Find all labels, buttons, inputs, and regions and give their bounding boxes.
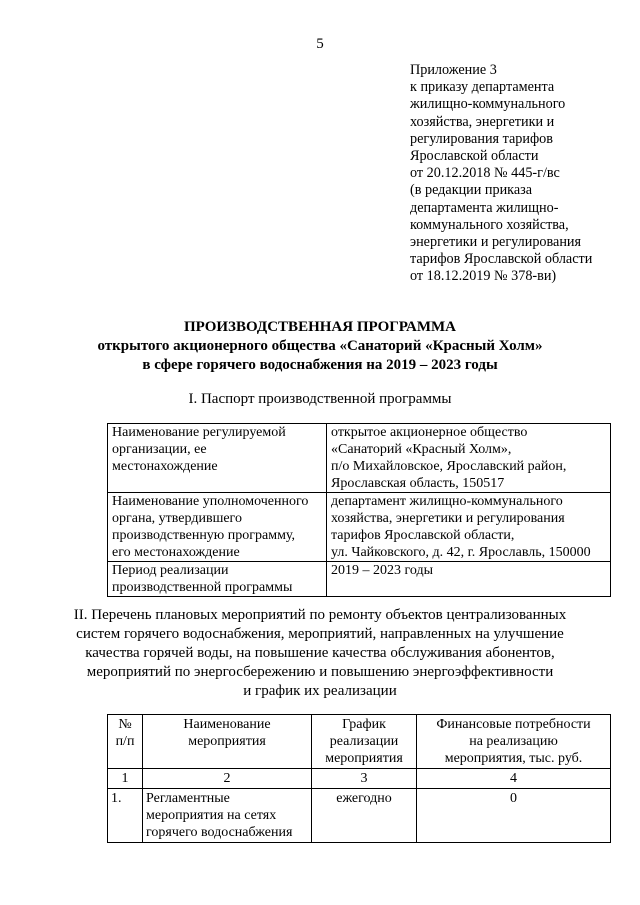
cell-line: местонахождение [112,459,218,474]
heading-line: и график их реализации [243,683,397,699]
appendix-line: департамента жилищно- [410,199,559,216]
table-row [108,789,611,843]
appendix-line: тарифов Ярославской области [410,251,593,268]
table-row [108,493,611,562]
cell-line: Финансовые потребности [436,717,591,732]
cell-line: «Санаторий «Красный Холм», [331,442,512,457]
table-cell-value [327,424,611,493]
appendix-line: от 18.12.2019 № 378-ви) [410,268,557,285]
cell-line: тарифов Ярославской области, [331,528,515,543]
cell-line: мероприятия на сетях [146,808,277,823]
appendix-line: коммунального хозяйства, [410,216,569,233]
appendix-line: энергетики и регулирования [410,234,582,251]
appendix-line: регулирования тарифов [410,130,553,147]
table-cell-value [327,493,611,562]
cell-line: График [342,717,386,732]
cell-line: Наименование [183,717,271,732]
heading-line: мероприятий по энергосбережению и повышению энергоэффективности [86,664,554,680]
cell-line: ул. Чайковского, д. 42, г. Ярославль, 150000 [331,545,591,560]
cell-line: открытое акционерное общество [331,425,528,440]
numbering-cell: 2 [143,769,312,789]
cell-line: на реализацию [469,734,558,749]
cell-line: 2019 – 2023 годы [331,563,434,578]
cell-line: производственную программу, [112,528,296,543]
section2-heading [0,606,640,701]
title-line: открытого акционерного общества «Санаторий «Красный Холм» [97,338,543,354]
header-cell-name [143,715,312,769]
table-cell-value [327,562,611,597]
heading-line: II. Перечень плановых мероприятий по ремонту объектов централизованных [73,607,567,623]
cell-line: реализации [329,734,399,749]
cell-line: Период реализации [112,563,229,578]
numbering-cell: 4 [417,769,611,789]
appendix-line: Приложение 3 [410,62,497,78]
cell-line: организации, ее [112,442,207,457]
page-number: 5 [316,36,324,52]
appendix-approval-note [410,62,630,286]
measures-table [107,714,611,843]
cell-line: органа, утвердившего [112,511,242,526]
row-cost-cell: 0 [417,789,611,843]
appendix-line: к приказу департамента [410,79,555,96]
heading-line: систем горячего водоснабжения, мероприятий, направленных на улучшение [76,626,564,642]
cell-line: мероприятия, тыс. руб. [444,751,583,766]
numbering-cell: 1 [108,769,143,789]
table-header-row [108,715,611,769]
cell-line: Регламентные [146,791,230,806]
cell-line: хозяйства, энергетики и регулирования [331,511,565,526]
cell-line: Наименование уполномоченного [112,494,309,509]
cell-line: горячего водоснабжения [146,825,293,840]
row-name-cell [143,789,312,843]
appendix-line: жилищно-коммунального [410,96,566,113]
cell-line: производственной программы [112,580,293,595]
header-cell-schedule [312,715,417,769]
cell-line: департамент жилищно-коммунального [331,494,563,509]
heading-line: качества горячей воды, на повышение качества обслуживания абонентов, [85,645,555,661]
table-row [108,424,611,493]
table-cell-label [108,493,327,562]
cell-line: п/п [115,734,135,749]
row-schedule-cell: ежегодно [312,789,417,843]
appendix-line: (в редакции приказа [410,182,533,199]
table-cell-label [108,424,327,493]
table-cell-label [108,562,327,597]
header-cell-number [108,715,143,769]
cell-line: п/о Михайловское, Ярославский район, [331,459,567,474]
header-cell-cost [417,715,611,769]
appendix-line: Ярославской области [410,148,539,165]
table-row [108,562,611,597]
cell-line: мероприятия [325,751,403,766]
cell-line: Ярославская область, 150517 [331,476,505,491]
numbering-cell: 3 [312,769,417,789]
passport-table [107,423,611,597]
document-title [0,318,640,375]
cell-line: его местонахождение [112,545,240,560]
row-number-cell: 1. [108,789,143,843]
cell-line: Наименование регулируемой [112,425,286,440]
title-line: ПРОИЗВОДСТВЕННАЯ ПРОГРАММА [183,319,456,335]
title-line: в сфере горячего водоснабжения на 2019 – 2023 годы [142,357,498,373]
appendix-line: от 20.12.2018 № 445-г/вс [410,165,560,182]
cell-line: мероприятия [188,734,266,749]
cell-line: № [118,717,132,732]
appendix-line: хозяйства, энергетики и [410,113,555,130]
section1-heading: I. Паспорт производственной программы [188,391,452,407]
table-numbering-row [108,769,611,789]
